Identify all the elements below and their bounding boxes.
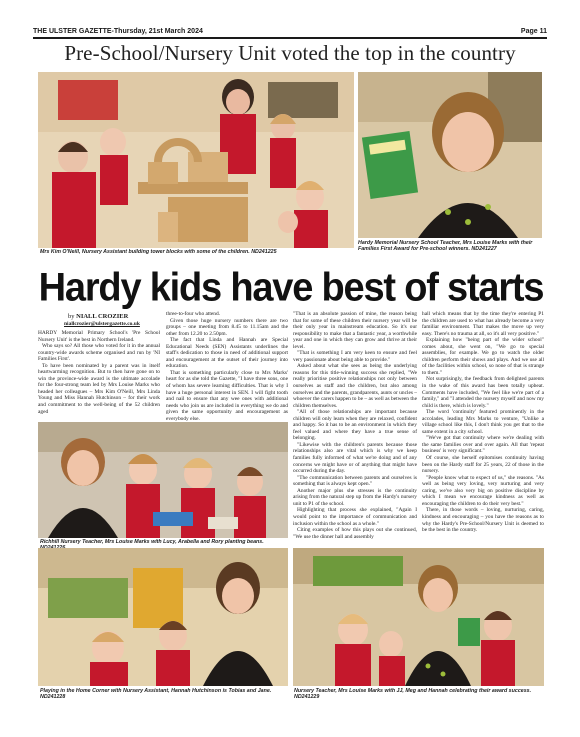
caption-top-right: Hardy Memorial Nursery School Teacher, Mrs Louise Marks with their Families First Award for Pre-school winners. ND241227: [358, 240, 533, 253]
caption-bottom-right: Nursery Teacher, Mrs Louise Marks with JJ, Meg and Hannah celebrating their award success. ND241229: [294, 688, 532, 701]
caption-top-left: Mrs Kim O'Neill, Nursery Assistant building tower blocks with some of the children. ND241225: [40, 249, 277, 255]
page-number: Page 11: [520, 28, 547, 35]
photo-home-corner: [38, 548, 288, 686]
caption-bottom-left: Playing in the Home Corner with Nursery Assistant, Hannah Hutchinson is Tobias and Jane. ND241228: [40, 688, 272, 701]
article-column-2: three-to-four who attend. Given those huge nursery numbers there are two groups – one meeting from 8.45 to 11.15am and the other from 12.20 to 2.50pm. The fact that Linda and Hannah are Special Educational Needs (SEN) Assistants underlines the staff's dedication to those in need of additional support and encouragement at the outset of their journey into education. That is something particularly close to Mrs Marks' heart for as she told the Gazette, "I have three sons, one of whom has severe learning difficulties. That is why I have a huge personal interest in SEN. I will fight tooth and nail to ensure that any wee ones with additional needs who join us are included in everything we do and given the same opportunity and encouragement as everybody else.: [166, 311, 288, 422]
publication-date: THE ULSTER GAZETTE-Thursday, 21st March 2024: [33, 28, 203, 35]
article-column-1: HARDY Memorial Primary School's 'Pre School Nursery Unit' is the best in Northern Ireland. Who says so? All those who voted for it in the annual country-wide awards scheme organised and run by 'NI Families First'. To have been nominated by a parent was in itself heartwarming recognition. But to then have gone on to win the province-wide award is the ultimate accolade for the four-strong team led by Mrs Louise Marks who headed her colleagues – Mrs Kim O'Neill, Mrs Linda Young and Miss Hannah Hutchinson – for their work and commitment to the well-being of the 52 children aged: [38, 330, 160, 415]
author-email[interactable]: niallcrozier@ulstergazette.co.uk: [64, 321, 140, 327]
photo-teacher-award: [358, 72, 542, 238]
photo-planting-beans: [38, 422, 288, 538]
kicker-headline: Pre-School/Nursery Unit voted the top in the country: [64, 41, 516, 65]
photo-block-building: [38, 72, 354, 248]
article-column-3: "That is an absolute passion of mine, the reason being that for some of these children their nursery year will be their only year in mainstream education. So it's our responsibility to make that a fantastic year, a worthwhile year and one in which they can grow and thrive at their level. "That is something I am very keen to ensure and feel very passionate about being able to provide." Asked about what she sees as being the underlying reasons for this title-winning success she replied, "We really prioritise positive relationships not only between ourselves as staff and the children, but also among ourselves and the parents, grandparents, aunts or uncles – whoever the carers happen to be – as well as between the children themselves. "All of those relationships are important because children will only learn when they are relaxed, confident and happy. So it has to be an environment in which they feel valued and where they have a true sense of belonging. "Likewise with the children's parents because those relationships also are vital which is why we keep families fully informed of what we're doing and of any concerns we might have or of anything that might have occurred during the day. "The communication between parents and ourselves is something that is always kept open." Another major plus she stresses is the continuity arising from the natural step up from the Hardy's nursery unit to P1 of the school. Highlighting that process she explained, "Again I would point to the importance of communication and inclusion within the school as a whole." Citing examples of how this plays out she continued, "We use the dinner hall and assembly: [293, 311, 417, 540]
article-column-4: hall which means that by the time they're entering P1 the children are used to what has already become a very familiar environment. That makes the move up very easy. There's no trauma at all, so it's all very positive." Explaining how "being part of the wider school" comes about, she went on, "We go to special assemblies, for example. We go to watch the older children perform their shows and plays. And we use all of the facilities within school, so none of that is strange to them." Not surprisingly, the feedback from delighted parents in the wake of this award has been totally upbeat. Comments have included, "We feel like we're part of a family," and "I attended the nursery myself and now my child is there, which is lovely." The word 'continuity' featured prominently in the accolades, leading Mrs Marks to venture, "Unlike a village school like this, I don't think you get that to the same extent in a city school. "We've got that continuity where we're dealing with the same families over and over again. All that 'repeat business' is very significant." Of course, she herself epitomises continuity having been on the Hardy staff for 25 years, 22 of those in the nursery. "People know what to expect of us," she reasons. "As well as being very loving, very nurturing and very caring, we've also very big on positive discipline by which I mean we encourage kindness as well as encouraging the children to do their very best." There, in those words – loving, nurturing, caring, kindness and encouraging – you have the reasons as to why the Hardy's Pre-School/Nursery Unit is deemed to be the best in the country.: [422, 311, 544, 534]
byline: by NIALL CROZIER: [68, 313, 129, 320]
author-name: NIALL CROZIER: [76, 313, 129, 320]
main-headline: Hardy kids have best of starts: [38, 265, 544, 311]
masthead-rule: [33, 37, 547, 39]
photo-award-celebration: [293, 548, 544, 686]
caption-middle: Richhill Nursery Teacher, Mrs Louise Marks with Lucy, Arabella and Rory planting beans.: [40, 539, 264, 545]
